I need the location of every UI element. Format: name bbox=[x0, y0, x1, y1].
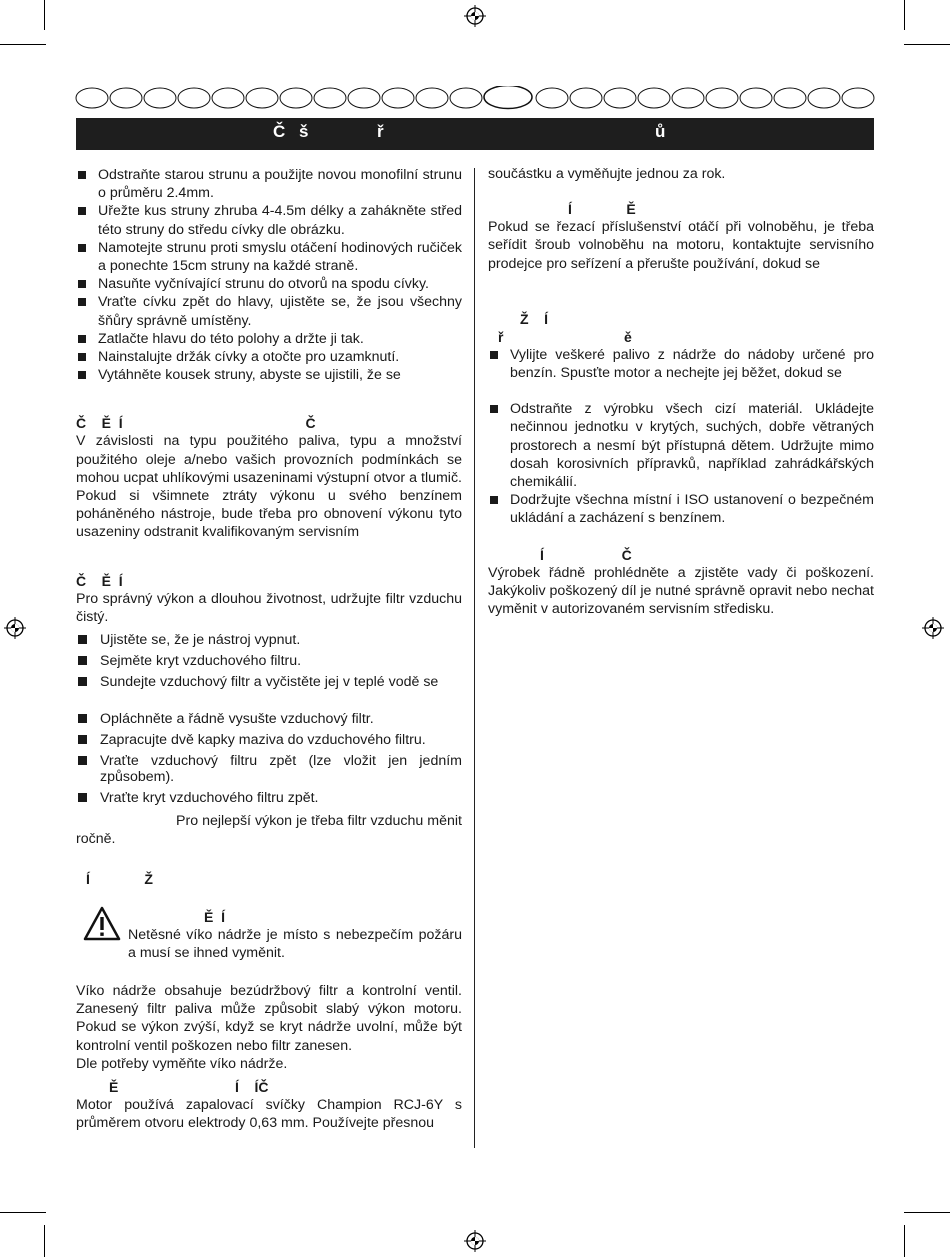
list-item: Zatlačte hlavu do této polohy a držte ji tak. bbox=[76, 330, 462, 348]
list-item: Sundejte vzduchový filtr a vyčistěte jej v teplé vodě se bbox=[76, 674, 462, 690]
list-item: Uřežte kus struny zhruba 4-4.5m délky a zahákněte střed této struny do středu cívky dle obrázku. bbox=[76, 202, 462, 238]
gap bbox=[488, 273, 874, 310]
registration-mark-icon bbox=[922, 617, 944, 639]
left-column-bottom bbox=[76, 982, 462, 1132]
right-column bbox=[488, 165, 874, 618]
list-item: Vraťte kryt vzduchového filtru zpět. bbox=[76, 790, 462, 806]
crop-mark bbox=[0, 44, 46, 45]
registration-mark-icon bbox=[4, 617, 26, 639]
gap bbox=[488, 382, 874, 400]
section-heading: Ž Í bbox=[520, 310, 548, 327]
title-char: ů bbox=[655, 122, 666, 141]
left-column-lists bbox=[76, 632, 462, 848]
title-char: š bbox=[299, 122, 309, 141]
paragraph: Motor používá zapalovací svíčky Champion RCJ-6Y s průměrem otvoru elektrody 0,63 mm. Používejte přesnou bbox=[76, 1097, 462, 1132]
list-item: Namotejte strunu proti smyslu otáčení hodinových ručiček a ponechte 15cm struny na každé straně. bbox=[76, 239, 462, 275]
language-tabs bbox=[75, 86, 875, 110]
crop-mark bbox=[904, 1212, 950, 1213]
note-paragraph: Pro nejlepší výkon je třeba filtr vzduchu měnit ročně. bbox=[76, 813, 462, 848]
warning-heading: Ě Í bbox=[204, 909, 226, 925]
crop-mark bbox=[904, 1225, 905, 1257]
crop-mark bbox=[44, 0, 45, 30]
gap bbox=[488, 528, 874, 546]
paragraph: součástku a vyměňujte jednou za rok. bbox=[488, 166, 726, 182]
section-heading: Í Ž bbox=[86, 871, 153, 887]
section-heading: ř ě bbox=[498, 328, 632, 345]
registration-mark-icon bbox=[464, 5, 486, 27]
crop-mark bbox=[904, 44, 950, 45]
title-char: ř bbox=[377, 122, 384, 141]
paragraph: Dle potřeby vyměňte víko nádrže. bbox=[76, 1055, 288, 1072]
list-item: Vytáhněte kousek struny, abyste se ujistili, že se bbox=[76, 366, 462, 384]
list-item: Vraťte vzduchový filtru zpět (lze vložit jen jedním způsobem). bbox=[76, 753, 462, 785]
gap bbox=[76, 690, 462, 711]
gap bbox=[76, 384, 462, 414]
section-title-banner bbox=[76, 118, 874, 150]
list-item: Vylijte veškeré palivo z nádrže do nádoby určené pro benzín. Spusťte motor a nechejte jej běžet, dokud se bbox=[488, 346, 874, 382]
crop-mark bbox=[0, 1212, 46, 1213]
section-heading: Č Ě Í Č bbox=[76, 415, 316, 432]
left-column bbox=[76, 166, 462, 626]
paragraph: Výrobek řádně prohlédněte a zjistěte vady či poškození. Jakýkoliv poškozený díl je nutné správně opravit nebo nechat vyměnit v autorizovaném servisním středisku. bbox=[488, 564, 874, 618]
column-divider bbox=[474, 168, 475, 1148]
list-item: Zapracujte dvě kapky maziva do vzduchového filtru. bbox=[76, 732, 462, 748]
section-heading: Ě Í ÍČ bbox=[109, 1079, 269, 1096]
section-heading: Č Ě Í bbox=[76, 572, 123, 589]
section-heading: Í Ě bbox=[568, 201, 636, 218]
paragraph: Pokud se řezací příslušenství otáčí při volnoběhu, je třeba seřídit šroub volnoběhu na motoru, kontaktujte servisního prodejce pro seřízení a přerušte používání, dokud se bbox=[488, 219, 874, 272]
warning-text bbox=[128, 926, 462, 962]
warning-triangle-icon bbox=[83, 906, 121, 942]
warning-paragraph: Netěsné víko nádrže je místo s nebezpečím požáru a musí se ihned vyměnit. bbox=[128, 927, 462, 962]
list-item: Dodržujte všechna místní i ISO ustanovení o bezpečném ukládání a zacházení s benzínem. bbox=[488, 491, 874, 527]
list-item: Ujistěte se, že je nástroj vypnut. bbox=[76, 632, 462, 648]
list-item: Vraťte cívku zpět do hlavy, ujistěte se, že jsou všechny šňůry správně umístěny. bbox=[76, 293, 462, 329]
paragraph: Pro správný výkon a dlouhou životnost, udržujte filtr vzduchu čistý. bbox=[76, 590, 462, 625]
list-item: Sejměte kryt vzduchového filtru. bbox=[76, 653, 462, 669]
crop-mark bbox=[904, 0, 905, 30]
list-item: Odstraňte starou strunu a použijte novou monofilní strunu o průměru 2.4mm. bbox=[76, 166, 462, 202]
paragraph: V závislosti na typu použitého paliva, typu a množství použitého oleje a/nebo vašich provozních podmínkách se mohou ucpat uhlíkovými usazeninami výstupní otvor a tlumič. Pokud si všimnete ztráty výkonu u svého benzínem poháněného nástroje, bude třeba pro obnovení výkonu tyto usazeniny odstranit kvalifikovaným servisním bbox=[76, 433, 462, 541]
section-heading: Í Č bbox=[540, 546, 632, 563]
list-item: Nainstalujte držák cívky a otočte pro uzamknutí. bbox=[76, 348, 462, 366]
list-item: Odstraňte z výrobku všech cizí materiál. Ukládejte nečinnou jednotku v krytých, suchých, dobře větraných prostorech a nesmí být přístupná dětem. Udržujte mimo dosah korosivních přípravků, například zahrádkářských chemikálií. bbox=[488, 400, 874, 491]
list-item: Opláchněte a řádně vysušte vzduchový filtr. bbox=[76, 711, 462, 727]
crop-mark bbox=[44, 1225, 45, 1257]
paragraph: Víko nádrže obsahuje bezúdržbový filtr a kontrolní ventil. Zanesený filtr paliva může způsobit slabý výkon motoru. Pokud se výkon zvýší, když se kryt nádrže uvolní, může být kontrolní ventil poškozen nebo filtr zanesen. bbox=[76, 983, 462, 1054]
list-item: Nasuňte vyčnívající strunu do otvorů na spodu cívky. bbox=[76, 275, 462, 293]
title-char: Č bbox=[273, 122, 286, 141]
registration-mark-icon bbox=[464, 1230, 486, 1252]
gap bbox=[76, 542, 462, 572]
